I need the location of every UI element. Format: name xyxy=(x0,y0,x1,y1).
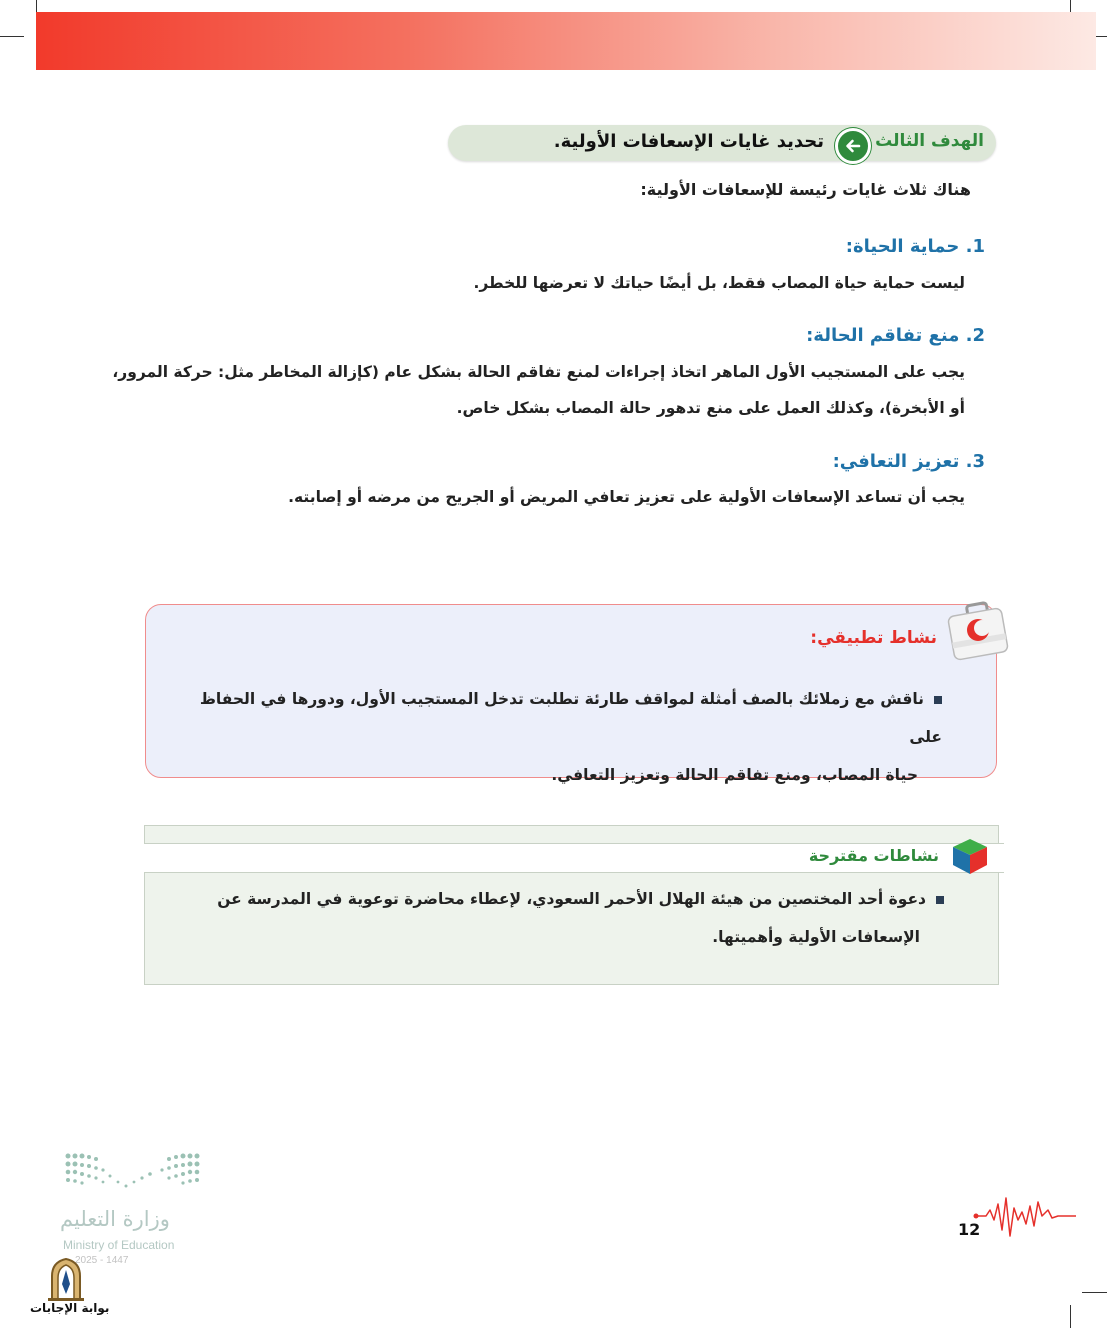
bullet-square-icon xyxy=(936,896,944,904)
page-number: 12 xyxy=(958,1220,981,1239)
activity-line xyxy=(162,756,942,794)
crop-mark xyxy=(1070,1305,1071,1328)
paragraph-line: ليست حماية حياة المصاب فقط، بل أيضًا حياتك لا تعرضها للخطر. xyxy=(473,274,965,292)
section-paragraph xyxy=(288,479,965,515)
suggested-line-text: الإسعافات الأولية وأهميتها. xyxy=(712,928,920,946)
section-number: 1. xyxy=(965,236,985,257)
intro-text: هناك ثلاث غايات رئيسة للإسعافات الأولية: xyxy=(640,180,971,199)
goal-label: الهدف الثالث xyxy=(875,131,984,151)
section-heading xyxy=(846,236,985,257)
heartbeat-icon xyxy=(968,1186,1078,1246)
activity-line xyxy=(162,680,942,756)
suggested-line xyxy=(164,880,944,918)
section-heading xyxy=(833,451,985,472)
ministry-name-arabic: وزارة التعليم xyxy=(60,1207,170,1231)
first-aid-kit-icon xyxy=(945,598,1011,664)
crop-mark xyxy=(0,36,24,37)
portal-logo-icon xyxy=(44,1256,88,1302)
suggested-activities-title: نشاطات مقترحة xyxy=(808,846,939,865)
paragraph-line: يجب أن تساعد الإسعافات الأولية على تعزيز تعافي المريض أو الجريح من مرضه أو إصابته. xyxy=(288,488,965,506)
ministry-logo-dots xyxy=(60,1150,205,1205)
section-number: 3. xyxy=(965,451,985,472)
ministry-name-english: Ministry of Education xyxy=(63,1238,175,1252)
top-banner xyxy=(36,12,1096,70)
crop-mark xyxy=(1082,1292,1107,1293)
suggested-line-text: دعوة أحد المختصين من هيئة الهلال الأحمر السعودي، لإعطاء محاضرة توعوية في المدرسة عن xyxy=(217,890,926,908)
paragraph-line: يجب على المستجيب الأول الماهر اتخاذ إجراءات لمنع تفاقم الحالة بشكل عام (كإزالة المخاطر مثل: حركة المرور، xyxy=(112,363,965,381)
bullet-square-icon xyxy=(934,696,942,704)
portal-name: بوابة الإجابات xyxy=(30,1301,110,1315)
section-paragraph xyxy=(112,354,965,426)
cube-icon xyxy=(950,836,990,876)
ministry-years: 2025 - 1447 xyxy=(75,1255,129,1266)
section-title: منع تفاقم الحالة: xyxy=(806,325,960,346)
section-title: تعزيز التعافي: xyxy=(832,451,960,472)
arrow-left-circle-icon xyxy=(835,128,871,164)
activity-line-text: ناقش مع زملائك بالصف أمثلة لمواقف طارئة تطلبت تدخل المستجيب الأول، ودورها في الحفاظ على xyxy=(199,690,942,746)
goal-title: تحديد غايات الإسعافات الأولية. xyxy=(553,131,824,152)
section-paragraph xyxy=(473,265,965,301)
paragraph-line: أو الأبخرة)، وكذلك العمل على منع تدهور حالة المصاب بشكل خاص. xyxy=(456,399,965,417)
suggested-line xyxy=(164,918,944,956)
activity-line-text: حياة المصاب، ومنع تفاقم الحالة وتعزيز التعافي. xyxy=(551,766,918,784)
section-number: 2. xyxy=(965,325,985,346)
activity-text xyxy=(162,680,942,794)
activity-title: نشاط تطبيقي: xyxy=(810,628,937,648)
section-heading xyxy=(806,325,985,346)
suggested-activities-text xyxy=(164,880,944,956)
section-title: حماية الحياة: xyxy=(845,236,960,257)
